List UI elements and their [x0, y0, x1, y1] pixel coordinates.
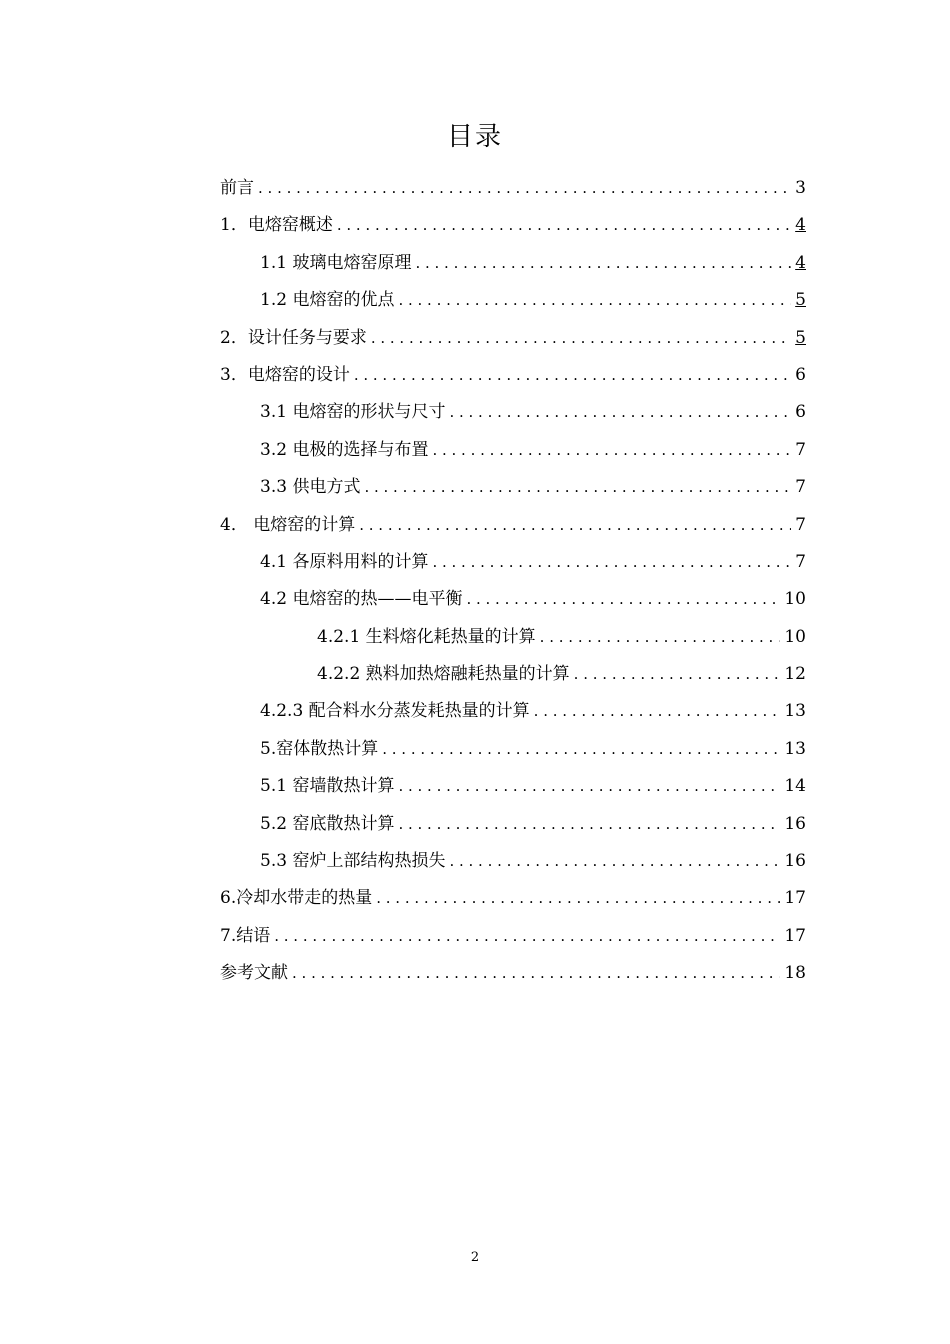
toc-entry-page: 4 [795, 252, 806, 273]
toc-entry-page: 10 [784, 589, 806, 610]
toc-leader-dots [540, 619, 781, 656]
toc-entry-page: 14 [784, 776, 806, 797]
toc-entry[interactable] [220, 394, 806, 431]
toc-entry[interactable] [220, 170, 806, 207]
table-of-contents [220, 170, 806, 993]
toc-entry-label: 4.2.2 熟料加热熔融耗热量的计算 [317, 664, 570, 685]
toc-entry-page: 5 [795, 290, 806, 311]
toc-entry[interactable] [220, 207, 806, 244]
toc-entry-label: 前言 [220, 178, 254, 198]
toc-leader-dots [415, 245, 791, 282]
toc-leader-dots [398, 282, 791, 319]
toc-entry[interactable] [220, 432, 806, 469]
toc-entry-label: 4.1 各原料用料的计算 [260, 551, 429, 572]
toc-entry[interactable] [220, 357, 806, 394]
toc-entry-page: 3 [795, 178, 806, 198]
toc-entry-label: 7.结语 [220, 925, 271, 946]
toc-entry-page: 7 [795, 477, 806, 498]
toc-leader-dots [354, 357, 791, 394]
toc-entry[interactable] [220, 880, 806, 917]
toc-leader-dots [337, 207, 791, 244]
toc-entry-label: 5.2 窑底散热计算 [260, 813, 395, 834]
toc-entry[interactable] [220, 693, 806, 730]
toc-leader-dots [376, 880, 780, 917]
toc-entry[interactable] [220, 581, 806, 618]
toc-entry-page: 16 [784, 851, 806, 872]
toc-entry-label: 5.3 窑炉上部结构热损失 [260, 851, 446, 872]
toc-entry-label: 4.2 电熔窑的热——电平衡 [260, 589, 463, 610]
toc-entry[interactable] [220, 320, 806, 357]
toc-entry-page: 10 [784, 626, 806, 647]
toc-leader-dots [574, 656, 781, 693]
toc-entry-label: 参考文献 [220, 963, 288, 984]
toc-entry-page: 6 [795, 364, 806, 385]
toc-entry-page: 7 [795, 551, 806, 572]
toc-title: 目录 [446, 122, 503, 152]
toc-entry[interactable] [220, 469, 806, 506]
toc-leader-dots [359, 507, 791, 544]
toc-entry[interactable] [220, 768, 806, 805]
toc-entry-page: 7 [795, 514, 806, 535]
toc-entry[interactable] [220, 955, 806, 992]
toc-entry-page: 18 [784, 963, 806, 984]
toc-entry-page: 16 [784, 813, 806, 834]
toc-leader-dots [449, 394, 791, 431]
toc-entry[interactable] [220, 806, 806, 843]
toc-leader-dots [292, 955, 780, 992]
toc-leader-dots [274, 918, 780, 955]
toc-entry-label: 3.1 电熔窑的形状与尺寸 [260, 402, 446, 423]
toc-entry-label: 3．电熔窑的设计 [220, 364, 350, 385]
toc-entry-label: 5.窑体散热计算 [260, 738, 379, 759]
page-number: 2 [470, 1250, 480, 1265]
toc-entry-label: 1.1 玻璃电熔窑原理 [260, 252, 412, 273]
toc-leader-dots [534, 693, 781, 730]
toc-entry[interactable] [220, 731, 806, 768]
toc-entry-page: 6 [795, 402, 806, 423]
toc-leader-dots [371, 320, 791, 357]
toc-entry-label: 5.1 窑墙散热计算 [260, 776, 395, 797]
toc-entry[interactable] [220, 843, 806, 880]
toc-entry[interactable] [220, 245, 806, 282]
toc-entry-label: 6.冷却水带走的热量 [220, 888, 373, 909]
toc-entry[interactable] [220, 619, 806, 656]
toc-entry-label: 4． 电熔窑的计算 [220, 514, 356, 535]
toc-entry-label: 2．设计任务与要求 [220, 327, 367, 348]
toc-entry-label: 3.3 供电方式 [260, 477, 361, 498]
toc-entry-page: 17 [784, 888, 806, 909]
toc-entry[interactable] [220, 918, 806, 955]
toc-entry-page: 12 [784, 664, 806, 685]
toc-leader-dots [364, 469, 791, 506]
toc-entry[interactable] [220, 656, 806, 693]
toc-leader-dots [398, 768, 780, 805]
toc-entry[interactable] [220, 507, 806, 544]
toc-leader-dots [258, 170, 791, 207]
toc-entry-page: 7 [795, 439, 806, 460]
toc-leader-dots [432, 432, 791, 469]
toc-entry-label: 3.2 电极的选择与布置 [260, 439, 429, 460]
toc-entry-label: 1.2 电熔窑的优点 [260, 290, 395, 311]
toc-leader-dots [398, 806, 780, 843]
toc-entry-label: 4.2.1 生料熔化耗热量的计算 [317, 626, 536, 647]
toc-entry[interactable] [220, 544, 806, 581]
toc-entry-page: 4 [795, 215, 806, 236]
toc-entry-page: 17 [784, 925, 806, 946]
toc-leader-dots [466, 581, 780, 618]
toc-entry-page: 13 [784, 738, 806, 759]
toc-leader-dots [449, 843, 780, 880]
toc-entry-page: 5 [795, 327, 806, 348]
toc-entry[interactable] [220, 282, 806, 319]
toc-leader-dots [432, 544, 791, 581]
toc-entry-page: 13 [784, 701, 806, 722]
toc-entry-label: 1．电熔窑概述 [220, 215, 333, 236]
toc-entry-label: 4.2.3 配合料水分蒸发耗热量的计算 [260, 701, 530, 722]
toc-leader-dots [382, 731, 780, 768]
